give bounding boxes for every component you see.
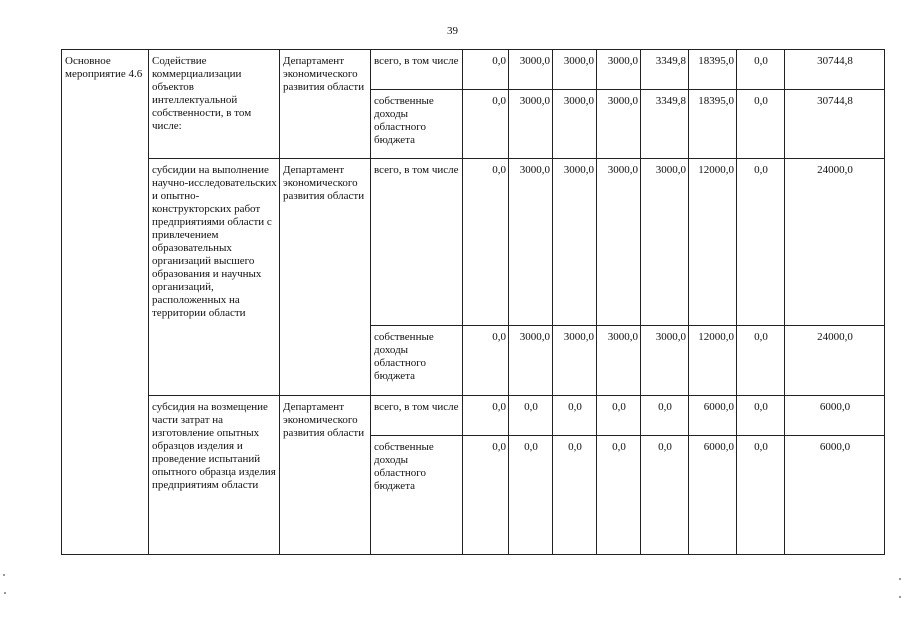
value-cell: 18395,0	[689, 50, 737, 90]
value-cell: 0,0	[737, 90, 785, 159]
value-cell: 3000,0	[509, 326, 553, 396]
total-cell: 24000,0	[785, 326, 885, 396]
funding-source: всего, в том числе	[371, 50, 463, 90]
value-cell: 3000,0	[597, 90, 641, 159]
table-row	[62, 50, 885, 90]
value-cell: 0,0	[553, 396, 597, 436]
value-cell: 3000,0	[553, 159, 597, 326]
total-cell: 6000,0	[785, 396, 885, 436]
value-cell: 12000,0	[689, 326, 737, 396]
funding-table	[61, 49, 885, 555]
value-cell: 0,0	[463, 90, 509, 159]
value-cell: 0,0	[509, 396, 553, 436]
value-cell: 0,0	[463, 396, 509, 436]
total-cell: 30744,8	[785, 50, 885, 90]
value-cell: 0,0	[641, 396, 689, 436]
funding-source: всего, в том числе	[371, 159, 463, 326]
value-cell: 0,0	[737, 159, 785, 326]
value-cell: 3000,0	[553, 90, 597, 159]
funding-source: собственные доходы областного бюджета	[371, 90, 463, 159]
value-cell: 12000,0	[689, 159, 737, 326]
value-cell: 3000,0	[509, 159, 553, 326]
value-cell: 3000,0	[509, 50, 553, 90]
table-row	[62, 396, 885, 436]
value-cell: 3349,8	[641, 50, 689, 90]
value-cell: 3000,0	[597, 326, 641, 396]
section-name: Содействие коммерциализации объектов интеллектуальной собственности, в том числе:	[149, 50, 280, 159]
table-row	[62, 159, 885, 326]
department-name: Департамент экономического развития области	[280, 159, 371, 396]
value-cell: 0,0	[509, 436, 553, 555]
total-cell: 24000,0	[785, 159, 885, 326]
page-number: 39	[447, 25, 458, 37]
value-cell: 6000,0	[689, 436, 737, 555]
value-cell: 0,0	[641, 436, 689, 555]
value-cell: 3000,0	[597, 159, 641, 326]
value-cell: 0,0	[463, 50, 509, 90]
funding-source: всего, в том числе	[371, 396, 463, 436]
value-cell: 0,0	[737, 396, 785, 436]
department-name: Департамент экономического развития области	[280, 396, 371, 555]
value-cell: 3000,0	[509, 90, 553, 159]
funding-source: собственные доходы областного бюджета	[371, 436, 463, 555]
department-name: Департамент экономического развития области	[280, 50, 371, 159]
scan-artifact	[899, 578, 901, 580]
section-name: субсидия на возмещение части затрат на изготовление опытных образцов изделия и проведение испытаний опытного образца изделия предприятиям области	[149, 396, 280, 555]
value-cell: 0,0	[737, 50, 785, 90]
value-cell: 0,0	[463, 436, 509, 555]
value-cell: 0,0	[463, 159, 509, 326]
value-cell: 3000,0	[553, 326, 597, 396]
value-cell: 0,0	[463, 326, 509, 396]
value-cell: 0,0	[597, 436, 641, 555]
scan-artifact	[3, 574, 5, 576]
value-cell: 18395,0	[689, 90, 737, 159]
value-cell: 3000,0	[641, 326, 689, 396]
value-cell: 0,0	[553, 436, 597, 555]
value-cell: 0,0	[737, 436, 785, 555]
measure-label-cell	[62, 50, 149, 555]
total-cell: 6000,0	[785, 436, 885, 555]
value-cell: 3349,8	[641, 90, 689, 159]
value-cell: 3000,0	[553, 50, 597, 90]
value-cell: 3000,0	[641, 159, 689, 326]
value-cell: 3000,0	[597, 50, 641, 90]
measure-label: Основное мероприятие 4.6	[65, 55, 143, 80]
value-cell: 6000,0	[689, 396, 737, 436]
scan-artifact	[899, 596, 901, 598]
scan-artifact	[4, 592, 6, 594]
value-cell: 0,0	[737, 326, 785, 396]
value-cell: 0,0	[597, 396, 641, 436]
section-name: субсидии на выполнение научно-исследовательских и опытно-конструкторских работ предприятиями области с привлечением образовательных организаций высшего образования и научных организаций, расположенных на территории области	[149, 159, 280, 396]
funding-source: собственные доходы областного бюджета	[371, 326, 463, 396]
total-cell: 30744,8	[785, 90, 885, 159]
